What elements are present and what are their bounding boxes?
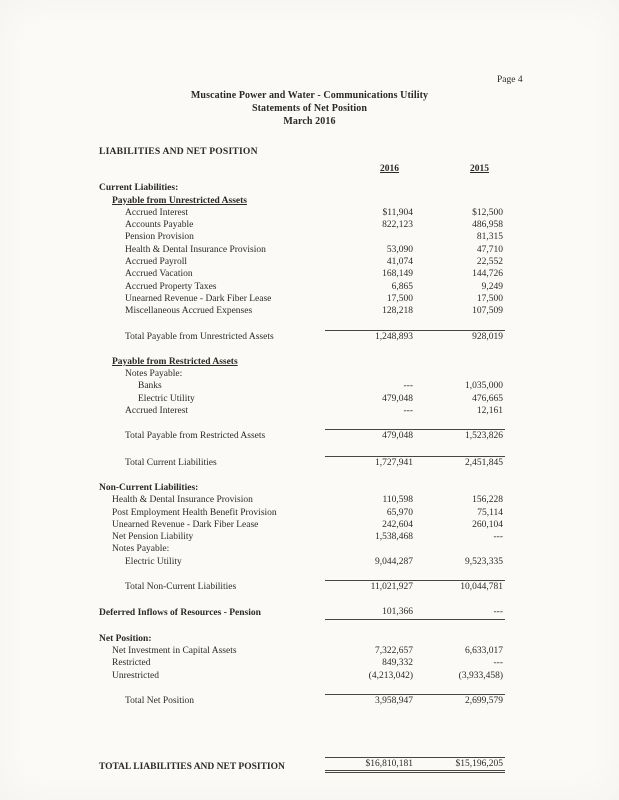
row-spacer: [99, 620, 505, 633]
table-row: [99, 293, 505, 305]
amount-2015: 156,228: [472, 495, 503, 506]
document-date: March 2016: [283, 116, 336, 128]
amount-2015: 10,044,781: [415, 580, 505, 593]
amount-2016: 849,332: [382, 658, 413, 669]
row-label: Non-Current Liabilities:: [99, 482, 199, 493]
amount-2016: $16,810,181: [325, 757, 415, 773]
row-label: Net Pension Liability: [112, 532, 194, 543]
row-spacer: [99, 593, 505, 606]
table-row: [99, 305, 505, 317]
amount-2016: (4,213,042): [368, 670, 413, 681]
table-row: [99, 356, 505, 368]
table-row: [99, 393, 505, 405]
table-row: [99, 368, 505, 380]
amount-2015: 47,710: [476, 244, 503, 255]
table-row: [99, 507, 505, 519]
row-label: Notes Payable:: [125, 369, 183, 380]
table-row: [99, 231, 505, 243]
amount-2015: 9,249: [481, 281, 503, 292]
table-row: [99, 482, 505, 494]
row-label: Unearned Revenue - Dark Fiber Lease: [125, 293, 272, 304]
amount-2015: 12,161: [476, 406, 503, 417]
amount-2015: 260,104: [472, 519, 503, 530]
row-label: Total Net Position: [125, 695, 195, 706]
financial-table: [99, 163, 505, 773]
row-label: Total Payable from Unrestricted Assets: [125, 331, 274, 342]
amount-2016: 53,090: [386, 244, 413, 255]
document-subtitle: Statements of Net Position: [251, 103, 368, 115]
table-row: [99, 244, 505, 256]
section-heading: LIABILITIES AND NET POSITION: [99, 146, 258, 157]
amount-2015: 81,315: [476, 232, 503, 243]
row-label: TOTAL LIABILITIES AND NET POSITION: [99, 762, 285, 773]
amount-2015: 107,509: [472, 306, 503, 317]
amount-2015: $12,500: [472, 207, 503, 218]
amount-2016: 17,500: [386, 293, 413, 304]
row-label: Net Investment in Capital Assets: [112, 645, 237, 656]
table-row: [99, 670, 505, 682]
amount-2016: 479,048: [382, 393, 413, 404]
row-label: Accrued Interest: [125, 406, 189, 417]
amount-2016: 128,218: [382, 306, 413, 317]
row-label: Notes Payable:: [112, 544, 170, 555]
row-spacer: [99, 443, 505, 456]
row-label: Accrued Property Taxes: [125, 281, 217, 292]
table-row: [99, 405, 505, 417]
amount-2016: 1,248,893: [325, 330, 415, 343]
table-row: [99, 606, 505, 619]
amount-2015: 486,958: [472, 220, 503, 231]
table-row: [99, 195, 505, 207]
table-row: [99, 757, 505, 773]
column-header-2015: 2015: [470, 164, 489, 174]
row-label: Electric Utility: [125, 556, 182, 567]
table-row: [99, 219, 505, 231]
amount-2015: 75,114: [477, 507, 503, 518]
table-row: [99, 633, 505, 645]
table-row: [99, 281, 505, 293]
page-number: Page 4: [497, 75, 523, 85]
amount-2016: ---: [403, 406, 413, 417]
amount-2016: ---: [403, 381, 413, 392]
document-title: Muscatine Power and Water - Communications Utility: [190, 90, 429, 101]
amount-2016: 41,074: [386, 257, 413, 268]
amount-2016: 1,727,941: [325, 456, 415, 469]
amount-2015: $15,196,205: [415, 757, 505, 773]
amount-2016: 1,538,468: [375, 532, 413, 543]
amount-2015: (3,933,458): [458, 670, 503, 681]
table-row: [99, 207, 505, 219]
amount-2016: 101,366: [325, 606, 415, 619]
amount-2016: 6,865: [391, 281, 413, 292]
row-label: Current Liabilities:: [99, 183, 179, 194]
amount-2015: 1,523,826: [415, 429, 505, 442]
row-label: Total Current Liabilities: [125, 457, 217, 468]
row-label: Restricted: [112, 658, 151, 669]
row-label: Banks: [138, 381, 162, 392]
table-row: [99, 456, 505, 469]
table-row: [99, 694, 505, 707]
amount-2016: 479,048: [325, 429, 415, 442]
amount-2016: 822,123: [382, 220, 413, 231]
row-spacer: [99, 417, 505, 429]
amount-2015: 2,699,579: [415, 694, 505, 707]
table-row: [99, 645, 505, 657]
table-row: [99, 429, 505, 442]
table-row: [99, 580, 505, 593]
amount-2015: 9,523,335: [465, 556, 503, 567]
row-spacer: [99, 568, 505, 580]
amount-2015: 144,726: [472, 269, 503, 280]
table-row: [99, 380, 505, 392]
row-label: Total Non-Current Liabilities: [125, 582, 237, 593]
row-label: Payable from Restricted Assets: [112, 356, 238, 367]
amount-2016: 242,604: [382, 519, 413, 530]
amount-2016: 65,970: [386, 507, 413, 518]
amount-2016: 7,322,657: [375, 645, 413, 656]
row-label: Health & Dental Insurance Provision: [125, 244, 266, 255]
amount-2015: 2,451,845: [415, 456, 505, 469]
row-label: Accrued Vacation: [125, 269, 193, 280]
row-label: Electric Utility: [138, 393, 195, 404]
row-label: Net Position:: [99, 633, 152, 644]
amount-2015: 22,552: [476, 257, 503, 268]
row-label: Miscellaneous Accrued Expenses: [125, 306, 253, 317]
amount-2015: 928,019: [415, 330, 505, 343]
table-row: [99, 543, 505, 555]
table-row: [99, 182, 505, 194]
amount-2016: $11,904: [382, 207, 413, 218]
amount-2015: ---: [493, 658, 503, 669]
table-row: [99, 268, 505, 280]
amount-2015: 6,633,017: [465, 645, 503, 656]
row-label: Deferred Inflows of Resources - Pension: [99, 608, 261, 619]
row-label: Payable from Unrestricted Assets: [112, 195, 247, 206]
row-label: Accrued Interest: [125, 207, 189, 218]
amount-2016: 3,958,947: [325, 694, 415, 707]
column-header-row: [99, 163, 505, 175]
table-row: [99, 256, 505, 268]
amount-2016: 11,021,927: [325, 580, 415, 593]
table-row: [99, 330, 505, 343]
amount-2015: 1,035,000: [465, 381, 503, 392]
table-row: [99, 531, 505, 543]
amount-2015: 476,665: [472, 393, 503, 404]
amount-2015: ---: [493, 532, 503, 543]
row-label: Total Payable from Restricted Assets: [125, 431, 266, 442]
row-label: Accounts Payable: [125, 220, 194, 231]
row-label: Unrestricted: [112, 670, 159, 681]
row-spacer: [99, 707, 505, 757]
row-label: Post Employment Health Benefit Provision: [112, 507, 277, 518]
row-spacer: [99, 318, 505, 330]
row-label: Accrued Payroll: [125, 257, 187, 268]
row-spacer: [99, 682, 505, 694]
table-row: [99, 494, 505, 506]
table-row: [99, 657, 505, 669]
amount-2016: 168,149: [382, 269, 413, 280]
amount-2016: 9,044,287: [375, 556, 413, 567]
row-spacer: [99, 469, 505, 482]
table-row: [99, 556, 505, 568]
row-label: Unearned Revenue - Dark Fiber Lease: [112, 519, 259, 530]
row-spacer: [99, 343, 505, 356]
row-label: Health & Dental Insurance Provision: [112, 495, 253, 506]
amount-2016: 110,598: [382, 495, 413, 506]
table-row: [99, 519, 505, 531]
document-title-block: [0, 89, 619, 129]
amount-2015: 17,500: [476, 293, 503, 304]
row-label: Pension Provision: [125, 232, 194, 243]
amount-2015: ---: [415, 606, 505, 619]
column-header-2016: 2016: [380, 164, 399, 174]
